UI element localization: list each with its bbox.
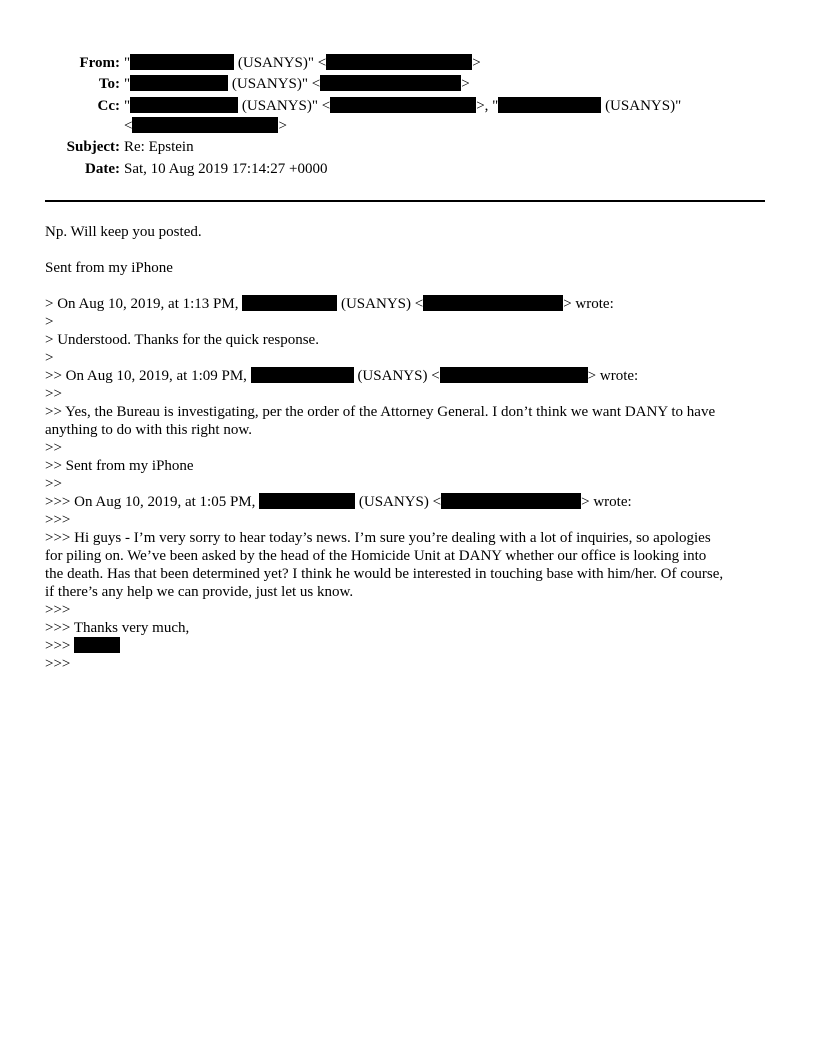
- redaction-bar: [440, 367, 588, 383]
- body-line: >: [45, 350, 54, 366]
- redaction-bar: [326, 54, 472, 70]
- redaction-bar: [130, 54, 234, 70]
- body-line: >>: [45, 476, 62, 492]
- redaction-bar: [259, 493, 355, 509]
- subject-value: Re: Epstein: [124, 139, 194, 155]
- from-label: From:: [79, 55, 120, 71]
- body-line: the death. Has that been determined yet? I think he would be interested in touching base with him/her. Of course,: [45, 566, 724, 582]
- redaction-bar: [441, 493, 581, 509]
- signature-line: >>>: [45, 637, 120, 655]
- redaction-bar: [330, 97, 476, 113]
- subject-label: Subject:: [66, 139, 120, 155]
- body-line: >>>: [45, 602, 71, 618]
- date-label: Date:: [85, 161, 120, 177]
- cc-value: " (USANYS)" < >, " (USANYS)": [124, 98, 682, 114]
- cc-value-continued: < >: [124, 118, 287, 134]
- redaction-bar: [132, 117, 278, 133]
- redaction-bar: [242, 295, 337, 311]
- date-value: Sat, 10 Aug 2019 17:14:27 +0000: [124, 161, 328, 177]
- body-line: for piling on. We’ve been asked by the head of the Homicide Unit at DANY whether our office is looking into: [45, 548, 707, 564]
- redaction-bar: [74, 637, 120, 653]
- from-value: " (USANYS)" < >: [124, 55, 481, 71]
- quote-header-line: >> On Aug 10, 2019, at 1:09 PM, (USANYS) < > wrote:: [45, 368, 639, 384]
- redaction-bar: [130, 75, 228, 91]
- body-line: >>: [45, 386, 62, 402]
- redaction-bar: [130, 97, 238, 113]
- body-line: >> Yes, the Bureau is investigating, per the order of the Attorney General. I don’t think we want DANY to have: [45, 404, 716, 420]
- body-line: >>>: [45, 656, 71, 672]
- redaction-bar: [498, 97, 601, 113]
- date-row: [0, 160, 816, 178]
- cc-label: Cc:: [97, 98, 120, 114]
- body-line: >>>: [45, 512, 71, 528]
- to-value: " (USANYS)" < >: [124, 76, 470, 92]
- body-line: Np. Will keep you posted.: [45, 224, 202, 240]
- body-line: >>: [45, 440, 62, 456]
- quote-header-line: > On Aug 10, 2019, at 1:13 PM, (USANYS) < > wrote:: [45, 296, 614, 312]
- cc-row-continued: [0, 117, 816, 135]
- from-row: [0, 54, 816, 72]
- body-line: if there’s any help we can provide, just let us know.: [45, 584, 354, 600]
- subject-row: [0, 138, 816, 156]
- body-line: >> Sent from my iPhone: [45, 458, 194, 474]
- body-line: Sent from my iPhone: [45, 260, 173, 276]
- redaction-bar: [320, 75, 461, 91]
- redaction-bar: [423, 295, 563, 311]
- quote-header-line: >>> On Aug 10, 2019, at 1:05 PM, (USANYS) < > wrote:: [45, 494, 632, 510]
- body-line: anything to do with this right now.: [45, 422, 252, 438]
- redaction-bar: [251, 367, 354, 383]
- to-label: To:: [98, 76, 120, 92]
- to-row: [0, 75, 816, 93]
- header-divider: [45, 200, 765, 202]
- body-line: >>> Hi guys - I’m very sorry to hear today’s news. I’m sure you’re dealing with a lot of inquiries, so apologies: [45, 530, 711, 546]
- body-line: > Understood. Thanks for the quick response.: [45, 332, 319, 348]
- cc-row: [0, 97, 816, 115]
- body-line: >>> Thanks very much,: [45, 620, 190, 636]
- body-line: >: [45, 314, 54, 330]
